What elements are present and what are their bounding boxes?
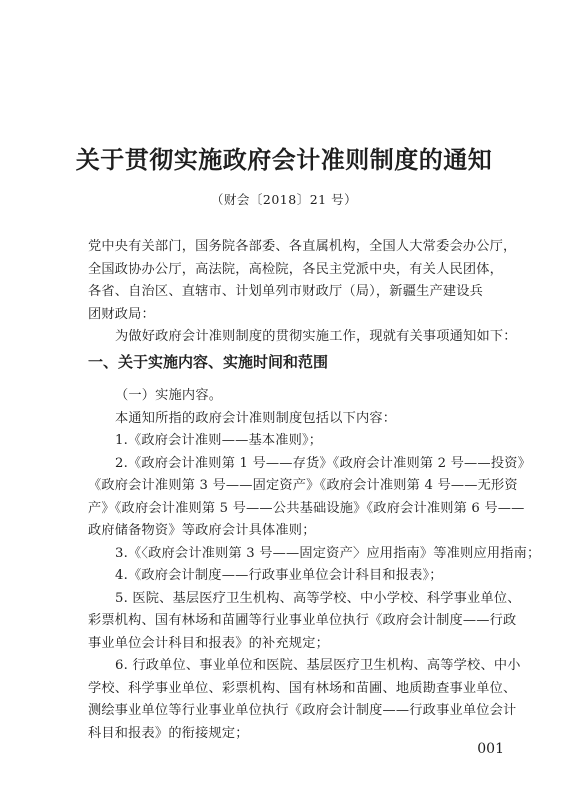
content-line: 政府储备物资》等政府会计具体准则； (88, 523, 316, 538)
content-line: 6. 行政单位、事业单位和医院、基层医疗卫生机构、高等学校、中小 (115, 658, 521, 673)
content-line: 本通知所指的政府会计准则制度包括以下内容： (115, 410, 397, 426)
content-block (88, 385, 541, 745)
content-line: 科目和报表》的衔接规定； (88, 725, 249, 741)
content-line: 2.《政府会计准则第 1 号——存货》《政府会计准则第 2 号——投资》 (115, 455, 531, 471)
content-line: 1.《政府会计准则——基本准则》； (115, 433, 323, 448)
content-line: 产》《政府会计准则第 5 号——公共基础设施》《政府会计准则第 6 号—— (88, 500, 525, 516)
intro-paragraph: 为做好政府会计准则制度的贯彻实施工作，现就有关事项通知如下： (115, 329, 517, 344)
document-number: （财会〔2018〕21 号） (210, 192, 358, 207)
content-line: 测绘事业单位等行业事业单位执行《政府会计制度——行政事业单位会计 (88, 703, 517, 718)
page-number: 001 (477, 741, 504, 757)
content-line: 4.《政府会计制度——行政事业单位会计科目和报表》； (115, 568, 443, 583)
addressee-line: 各省、自治区、直辖市、计划单列市财政厅（局），新疆生产建设兵 (88, 284, 484, 299)
content-line: 学校、科学事业单位、彩票机构、国有林场和苗圃、地质勘查事业单位、 (88, 680, 517, 696)
page-title: 关于贯彻实施政府会计准则制度的通知 (75, 145, 493, 174)
addressee-line: 团财政局： (88, 306, 155, 322)
content-line: 彩票机构、国有林场和苗圃等行业事业单位执行《政府会计制度——行政 (88, 613, 517, 628)
content-line: 5. 医院、基层医疗卫生机构、高等学校、中小学校、科学事业单位、 (115, 590, 521, 606)
addressee-line: 全国政协办公厅，高法院，高检院，各民主党派中央，有关人民团体， (88, 261, 504, 277)
section-heading: 一、关于实施内容、实施时间和范围 (88, 353, 329, 371)
content-line: 《政府会计准则第 3 号——固定资产》《政府会计准则第 4 号——无形资 (88, 478, 518, 493)
addressee-block (88, 236, 517, 349)
addressee-line: 党中央有关部门，国务院各部委、各直属机构，全国人大常委会办公厅， (88, 239, 517, 254)
content-line: 3.《〈政府会计准则第 3 号——固定资产〉应用指南》等准则应用指南； (115, 545, 541, 561)
content-line: 事业单位会计科目和报表》的补充规定； (88, 635, 329, 651)
content-line: （一）实施内容。 (115, 388, 223, 403)
